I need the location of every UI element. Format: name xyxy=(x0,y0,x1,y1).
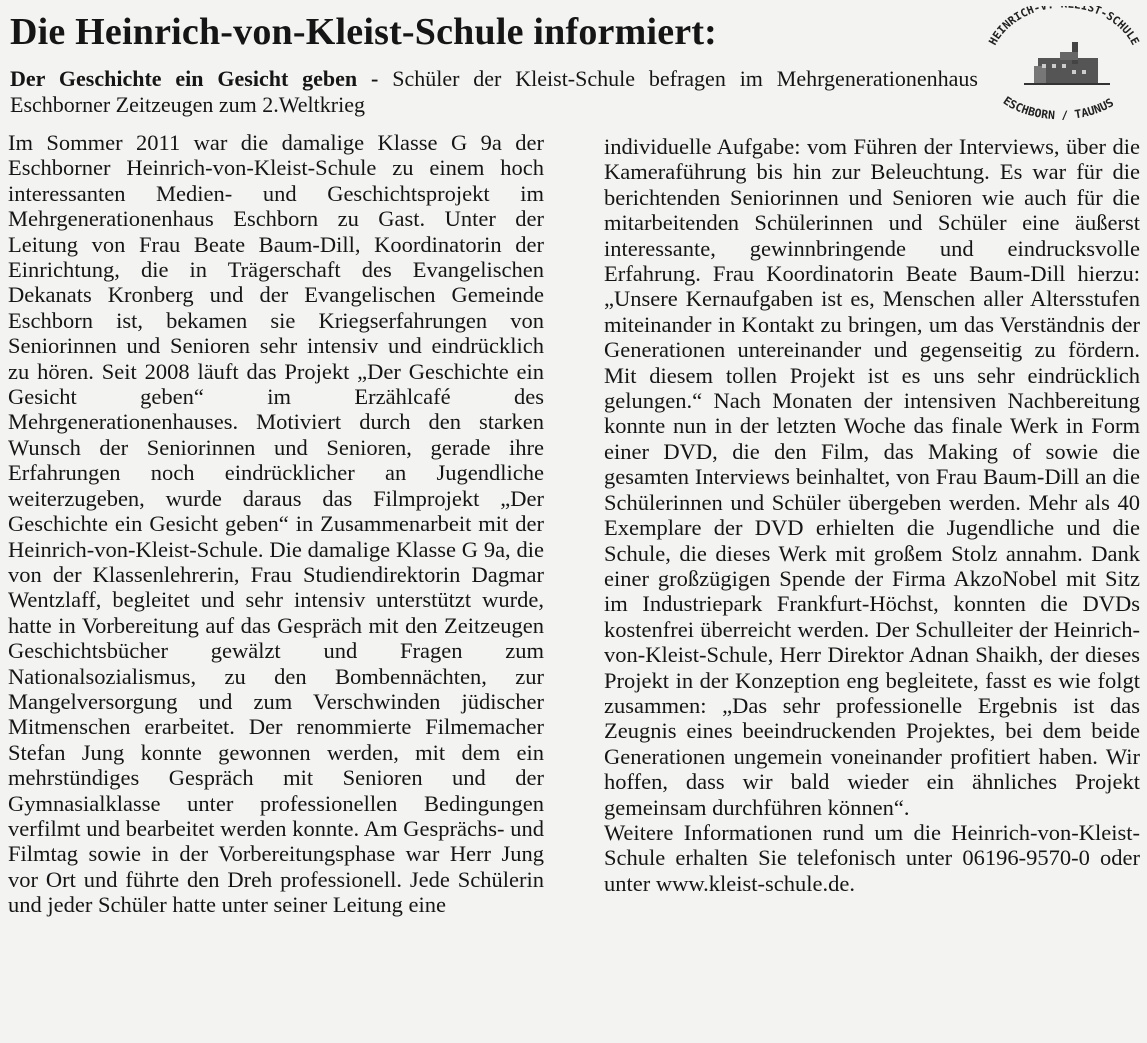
school-logo xyxy=(968,6,1144,120)
logo-bottom-text: ESCHBORN / TAUNUS xyxy=(1000,93,1116,120)
subheadline-text: Schüler der Kleist-Schule befragen im Mehrgenerationenhaus Eschborner Zeitzeugen zum 2.Weltkrieg xyxy=(10,66,978,117)
svg-text:ESCHBORN / TAUNUS xyxy=(1001,93,1116,120)
article-column-left xyxy=(8,130,544,918)
article-paragraph-1: Im Sommer 2011 war die damalige Klasse G 9a der Eschborner Heinrich-von-Kleist-Schule zu einem hoch interessanten Medien- und Geschichtsprojekt im Mehrgenerationenhaus Eschborn zu Gast. Unter der Leitung von Frau Beate Baum-Dill, Koordinatorin der Einrichtung, die in Trägerschaft des Evangelischen Dekanats Kronberg und der Evangelischen Gemeinde Eschborn ist, bekamen sie Kriegserfahrungen von Seniorinnen und Senioren sehr intensiv und eindrücklich zu hören. Seit 2008 läuft das Projekt „Der Geschichte ein Gesicht geben“ im Erzählcafé des Mehrgenerationenhauses. Motiviert durch den starken Wunsch der Seniorinnen und Senioren, gerade ihre Erfahrungen noch eindrücklicher an Jugendliche weiterzugeben, wurde daraus das Filmprojekt „Der Geschichte ein Gesicht geben“ in Zusammenarbeit mit der Heinrich-von-Kleist-Schule. Die damalige Klasse G 9a, die von der Klassenlehrerin, Frau Studiendirektorin Dagmar Wentzlaff, begleitet und sehr intensiv unterstützt wurde, hatte in Vorbereitung auf das Gespräch mit den Zeitzeugen Geschichtsbücher gewälzt und Fragen zum Nationalsozialismus, zu den Bombennächten, zur Mangelversorgung und zum Verschwinden jüdischer Mitmenschen erarbeitet. Der renommierte Filmemacher Stefan Jung konnte gewonnen werden, mit dem ein mehrstündiges Gespräch mit Senioren und der Gymnasialklasse unter professionellen Bedingungen verfilmt und bearbeitet werden konnte. Am Gesprächs- und Filmtag sowie in der Vorbereitungsphase war Herr Jung vor Ort und führte den Dreh professionell. Jede Schülerin und jeder Schüler hatte unter seiner Leitung eine xyxy=(8,130,544,918)
logo-top-text: HEINRICH-V IST-SCHULE xyxy=(986,6,1142,48)
headline: Die Heinrich-von-Kleist-Schule informiert: xyxy=(10,11,718,53)
svg-text:HEINRICH-V.-KLEIST-SCHULE xyxy=(986,6,1141,47)
article-column-right xyxy=(604,134,1140,896)
school-logo-graphic xyxy=(968,6,1144,120)
article-paragraph-2: individuelle Aufgabe: vom Führen der Interviews, über die Kameraführung bis hin zur Beleuchtung. Es war für die berichtenden Seniorinnen und Senioren wie auch für die mitarbeitenden Schülerinnen und Schüler eine äußerst interessante, gewinnbringende und eindrucksvolle Erfahrung. Frau Koordinatorin Beate Baum-Dill hierzu: „Unsere Kernaufgaben ist es, Menschen aller Altersstufen miteinander in Kontakt zu bringen, um das Verständnis der Generationen untereinander und gegenseitig zu fördern. Mit diesem tollen Projekt ist es uns sehr eindrücklich gelungen.“ Nach Monaten der intensiven Nachbereitung konnte nun in der letzten Woche das finale Werk in Form einer DVD, die den Film, das Making of sowie die gesamten Interviews beinhaltet, von Frau Baum-Dill an die Schülerinnen und Schüler übergeben werden. Mehr als 40 Exemplare der DVD erhielten die Jugendliche und die Schule, die dieses Werk mit großem Stolz annahm. Dank einer großzügigen Spende der Firma AkzoNobel mit Sitz im Industriepark Frankfurt-Höchst, konnten die DVDs kostenfrei überreicht werden. Der Schulleiter der Heinrich-von-Kleist-Schule, Herr Direktor Adnan Shaikh, der dieses Projekt in der Konzeption eng begleitete, fasst es wie folgt zusammen: „Das sehr professionelle Ergebnis ist das Zeugnis eines beeindruckenden Projektes, bei dem beide Generationen ungemein voneinander profitiert haben. Wir hoffen, dass wir bald wieder ein ähnliches Projekt gemeinsam durchführen können“. xyxy=(604,134,1140,820)
contact-info: Weitere Informationen rund um die Heinrich-von-Kleist-Schule erhalten Sie telefonisch unter 06196-9570-0 oder unter www.kleist-schule.de. xyxy=(604,819,1140,896)
subheadline xyxy=(10,66,978,118)
school-building-icon xyxy=(1024,42,1110,84)
subheadline-lead: Der Geschichte ein Gesicht geben - xyxy=(10,66,379,91)
